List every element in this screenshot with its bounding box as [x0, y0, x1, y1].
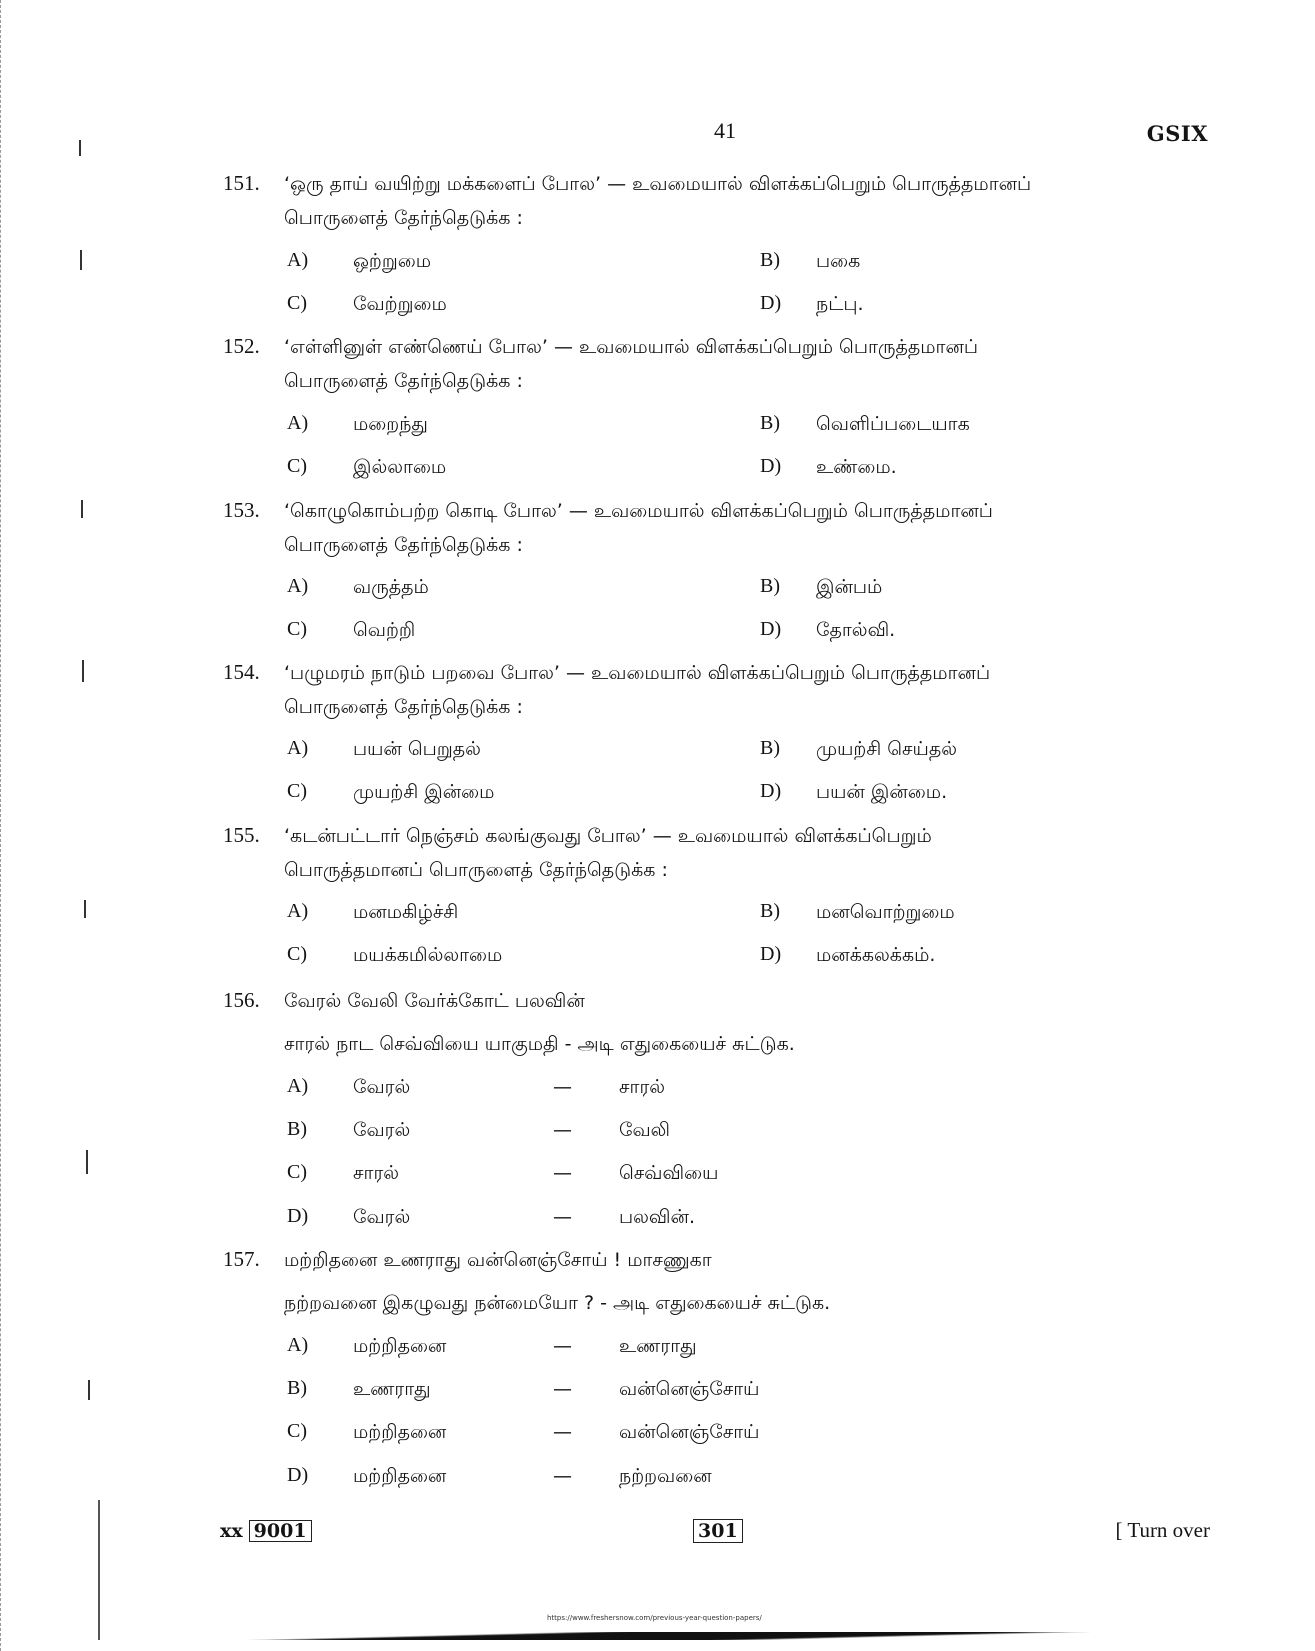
option-c-text[interactable]: மயக்கமில்லாமை [353, 944, 503, 966]
question-number: 151. [223, 171, 260, 195]
option-c-right-word[interactable]: வன்னெஞ்சோய் [619, 1421, 760, 1443]
option-c-left-word[interactable]: சாரல் [353, 1162, 400, 1184]
option-c-right-word[interactable]: செவ்வியை [619, 1162, 719, 1184]
question-stem-line-2: பொருத்தமானப் பொருளைத் தேர்ந்தெடுக்க : [284, 859, 668, 881]
option-b-text[interactable]: வெளிப்படையாக [816, 413, 970, 435]
question-stem-line-1: மற்றிதனை உணராது வன்னெஞ்சோய் ! மாசணுகா [284, 1249, 712, 1271]
option-b-text[interactable]: முயற்சி செய்தல் [816, 738, 957, 760]
scan-edge-left [98, 1500, 100, 1640]
option-a-text[interactable]: மறைந்து [353, 413, 428, 435]
question-stem-line-2: பொருளைத் தேர்ந்தெடுக்க : [284, 696, 523, 718]
option-c-text[interactable]: முயற்சி இன்மை [353, 781, 495, 803]
scan-edge-bottom [100, 1632, 1315, 1640]
option-d-right-word[interactable]: நற்றவனை [619, 1465, 712, 1487]
scan-speck [80, 250, 82, 270]
option-a-label: A) [287, 412, 309, 434]
option-c-label: C) [287, 618, 307, 640]
option-c-label: C) [287, 943, 307, 965]
option-c-dash: — [553, 1421, 572, 1443]
page-code-group [693, 1520, 743, 1542]
question-number: 155. [223, 823, 260, 847]
option-c-dash: — [553, 1162, 572, 1184]
option-d-text[interactable]: மனக்கலக்கம். [816, 944, 936, 966]
question-number: 156. [223, 988, 260, 1012]
option-b-label: B) [760, 737, 780, 759]
scan-speck [84, 900, 86, 918]
question-number: 153. [223, 498, 260, 522]
option-d-label: D) [760, 780, 782, 802]
option-c-text[interactable]: வேற்றுமை [353, 293, 447, 315]
option-d-label: D) [760, 455, 782, 477]
question-number: 152. [223, 334, 260, 358]
option-b-label: B) [760, 249, 780, 271]
question-stem-line-1: ‘கடன்பட்டார் நெஞ்சம் கலங்குவது போல’ — உவமையால் விளக்கப்பெறும் [284, 825, 932, 847]
option-b-dash: — [553, 1378, 572, 1400]
option-a-left-word[interactable]: மற்றிதனை [353, 1335, 447, 1357]
question-stem-line-2: சாரல் நாட செவ்வியை யாகுமதி - அடி எதுகையைச் சுட்டுக. [284, 1033, 795, 1055]
option-b-text[interactable]: மனவொற்றுமை [816, 901, 955, 923]
option-b-right-word[interactable]: வன்னெஞ்சோய் [619, 1378, 760, 1400]
question-stem-line-1: ‘எள்ளினுள் எண்ணெய் போல’ — உவமையால் விளக்கப்பெறும் பொருத்தமானப் [284, 336, 979, 358]
page-number: 41 [714, 118, 736, 143]
turn-over-note: [ Turn over [1115, 1518, 1210, 1542]
question-stem-line-2: நற்றவனை இகழுவது நன்மையோ ? - அடி எதுகையைச் சுட்டுக. [284, 1292, 831, 1314]
option-d-label: D) [760, 943, 782, 965]
page-code-box: 301 [693, 1519, 743, 1543]
option-d-label: D) [760, 618, 782, 640]
option-b-label: B) [760, 412, 780, 434]
option-c-label: C) [287, 455, 307, 477]
option-d-label: D) [760, 292, 782, 314]
option-a-label: A) [287, 1334, 309, 1356]
option-b-text[interactable]: பகை [816, 250, 861, 272]
option-a-text[interactable]: ஒற்றுமை [353, 250, 432, 272]
question-stem-line-1: ‘கொழுகொம்பற்ற கொடி போல’ — உவமையால் விளக்கப்பெறும் பொருத்தமானப் [284, 500, 993, 522]
option-d-right-word[interactable]: பலவின். [619, 1206, 695, 1228]
source-url[interactable]: https://www.freshersnow.com/previous-year-question-papers/ [547, 1614, 762, 1622]
option-a-text[interactable]: மனமகிழ்ச்சி [353, 901, 459, 923]
option-b-left-word[interactable]: வேரல் [353, 1119, 411, 1141]
option-a-label: A) [287, 249, 309, 271]
option-a-right-word[interactable]: உணராது [619, 1335, 697, 1357]
option-a-dash: — [553, 1076, 572, 1098]
question-stem-line-2: பொருளைத் தேர்ந்தெடுக்க : [284, 207, 523, 229]
scan-speck [81, 500, 83, 518]
scan-speck [88, 1380, 90, 1400]
option-b-dash: — [553, 1119, 572, 1141]
option-a-label: A) [287, 737, 309, 759]
question-number: 157. [223, 1247, 260, 1271]
option-c-text[interactable]: வெற்றி [353, 619, 416, 641]
option-a-left-word[interactable]: வேரல் [353, 1076, 411, 1098]
booklet-code-group [220, 1520, 312, 1542]
option-c-left-word[interactable]: மற்றிதனை [353, 1421, 447, 1443]
question-stem-line-1: ‘ஒரு தாய் வயிற்று மக்களைப் போல’ — உவமையால் விளக்கப்பெறும் பொருத்தமானப் [284, 173, 1032, 195]
option-d-dash: — [553, 1465, 572, 1487]
option-c-label: C) [287, 1420, 307, 1442]
option-d-dash: — [553, 1206, 572, 1228]
question-stem-line-1: வேரல் வேலி வேர்க்கோட் பலவின் [284, 990, 585, 1012]
option-c-text[interactable]: இல்லாமை [353, 456, 447, 478]
option-b-label: B) [760, 575, 780, 597]
option-a-dash: — [553, 1335, 572, 1357]
scan-speck [82, 660, 84, 682]
option-c-label: C) [287, 780, 307, 802]
option-a-text[interactable]: வருத்தம் [353, 576, 429, 598]
booklet-code-box: 9001 [249, 1520, 312, 1542]
question-stem-line-2: பொருளைத் தேர்ந்தெடுக்க : [284, 534, 523, 556]
option-d-text[interactable]: உண்மை. [816, 456, 897, 478]
option-d-text[interactable]: நட்பு. [816, 293, 864, 315]
option-d-text[interactable]: தோல்வி. [816, 619, 896, 641]
option-a-label: A) [287, 900, 309, 922]
option-c-label: C) [287, 292, 307, 314]
question-stem-line-1: ‘பழுமரம் நாடும் பறவை போல’ — உவமையால் விளக்கப்பெறும் பொருத்தமானப் [284, 662, 991, 684]
option-a-label: A) [287, 1075, 309, 1097]
option-d-text[interactable]: பயன் இன்மை. [816, 781, 948, 803]
question-number: 154. [223, 660, 260, 684]
option-a-right-word[interactable]: சாரல் [619, 1076, 666, 1098]
option-b-left-word[interactable]: உணராது [353, 1378, 431, 1400]
option-d-label: D) [287, 1205, 309, 1227]
scan-speck [86, 1150, 88, 1174]
option-a-text[interactable]: பயன் பெறுதல் [353, 738, 481, 760]
option-b-text[interactable]: இன்பம் [816, 576, 883, 598]
question-stem-line-2: பொருளைத் தேர்ந்தெடுக்க : [284, 370, 523, 392]
option-b-right-word[interactable]: வேலி [619, 1119, 671, 1141]
option-d-label: D) [287, 1464, 309, 1486]
scan-speck [79, 140, 81, 156]
option-a-label: A) [287, 575, 309, 597]
paper-code: GSIX [1146, 121, 1208, 146]
option-d-left-word[interactable]: வேரல் [353, 1206, 411, 1228]
option-c-label: C) [287, 1161, 307, 1183]
option-d-left-word[interactable]: மற்றிதனை [353, 1465, 447, 1487]
option-b-label: B) [760, 900, 780, 922]
option-b-label: B) [287, 1377, 307, 1399]
scan-margin [0, 0, 3, 1651]
option-b-label: B) [287, 1118, 307, 1140]
booklet-prefix: xx [220, 1520, 243, 1542]
